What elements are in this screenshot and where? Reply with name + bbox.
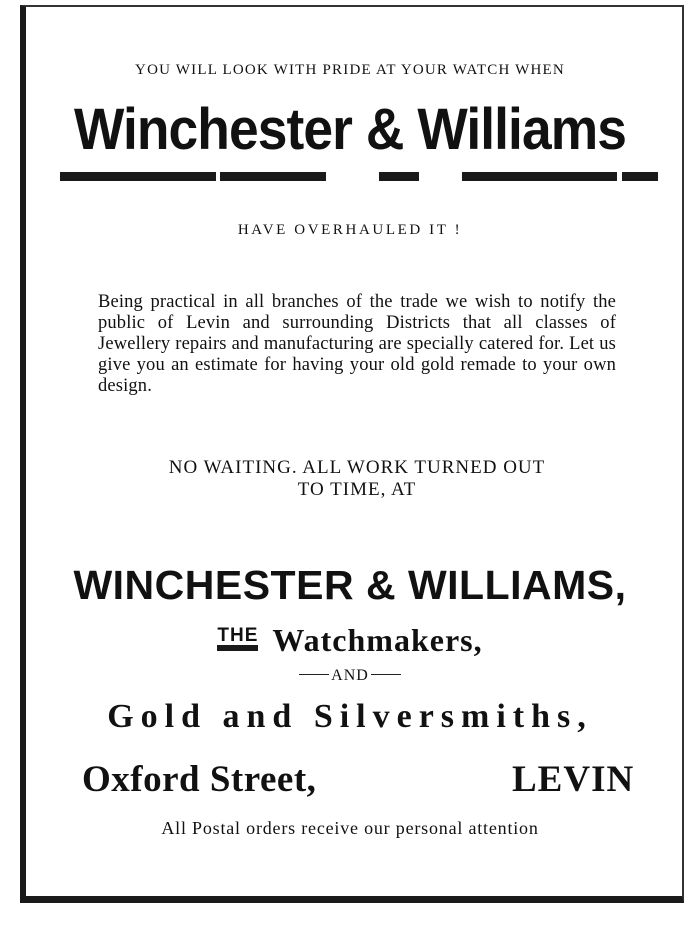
and-divider (0, 667, 700, 685)
the-word: THE (217, 627, 258, 651)
rule-segment (220, 172, 326, 181)
dash-right (371, 674, 401, 675)
trade-title: Watchmakers, (272, 622, 483, 658)
and-word: AND (331, 667, 369, 684)
headline: Winchester & Williams (73, 97, 627, 162)
watchmakers-line (0, 622, 700, 659)
town-name: LEVIN (512, 759, 635, 800)
tagline: YOU WILL LOOK WITH PRIDE AT YOUR WATCH WHEN (135, 62, 565, 78)
headline-underline-rules (0, 172, 700, 184)
no-waiting-notice (98, 457, 616, 501)
street-address: Oxford Street, (82, 759, 317, 800)
notice-line-2: TO TIME, AT (297, 479, 417, 500)
footer-note: All Postal orders receive our personal attention (161, 818, 539, 838)
subheadline: HAVE OVERHAULED IT ! (237, 222, 463, 238)
rule-segment (462, 172, 617, 181)
notice-line-1: NO WAITING. ALL WORK TURNED OUT (168, 457, 546, 478)
silversmiths-line: Gold and Silversmiths, (107, 698, 593, 735)
rule-segment (622, 172, 658, 181)
rule-segment (60, 172, 216, 181)
body-paragraph: Being practical in all branches of the trade we wish to notify the public of Levin and surrounding Districts that all classes of Jewellery repairs and manufacturing are specially catered for. Let us give you an estimate for having your old gold remade to your own design. (98, 292, 616, 396)
brand-name: WINCHESTER & WILLIAMS, (73, 562, 627, 608)
rule-segment (379, 172, 419, 181)
dash-left (299, 674, 329, 675)
